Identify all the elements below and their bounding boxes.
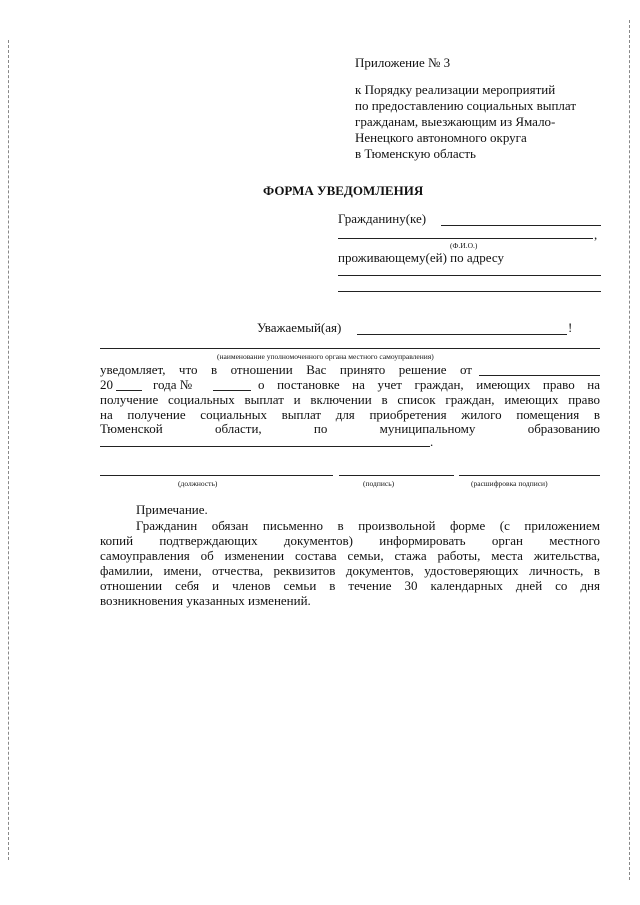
- signature-caption: (подпись): [363, 479, 395, 488]
- position-line: [100, 475, 333, 476]
- scan-edge-left: [8, 40, 9, 860]
- address-label: проживающему(ей) по адресу: [338, 250, 504, 265]
- body-line-3: [100, 392, 600, 407]
- note-line-1: [136, 518, 600, 533]
- body-line-2-number-label: года №: [153, 377, 193, 392]
- year-line: [116, 390, 142, 391]
- addressee-comma: ,: [594, 227, 598, 242]
- municipality-line: [100, 446, 430, 447]
- address-line-2: [338, 291, 601, 292]
- signature-line: [339, 475, 454, 476]
- form-title: ФОРМА УВЕДОМЛЕНИЯ: [263, 183, 424, 198]
- greeting-label: Уважаемый(ая): [257, 320, 342, 335]
- greeting-exclamation: !: [568, 320, 573, 335]
- note-line-2-text: копий подтверждающих документов) информировать орган местного: [100, 533, 600, 548]
- decoding-caption: (расшифровка подписи): [471, 479, 548, 488]
- header-line: гражданам, выезжающим из Ямало-: [355, 114, 556, 129]
- body-line-1-text: уведомляет, что в отношении Вас принято решение от: [100, 362, 472, 377]
- position-caption: (должность): [178, 479, 218, 488]
- authority-name-line: [100, 348, 600, 349]
- note-line-1-text: Гражданин обязан письменно в произвольной форме (с приложением: [136, 518, 600, 533]
- note-last-line: возникновения указанных изменений.: [100, 593, 311, 608]
- header-line: по предоставлению социальных выплат: [355, 98, 577, 113]
- note-title: Примечание.: [136, 502, 208, 517]
- decoding-line: [459, 475, 600, 476]
- body-line-5-text: Тюменской области, по муниципальному образованию: [100, 421, 600, 436]
- address-line: [338, 275, 601, 276]
- body-line-4-text: на получение социальных выплат для приобретения жилого помещения в: [100, 407, 600, 422]
- addressee-name-line: [441, 225, 601, 226]
- header-line: к Порядку реализации мероприятий: [355, 82, 556, 97]
- fio-caption: (Ф.И.О.): [450, 241, 478, 250]
- note-line-4: [100, 563, 600, 578]
- body-line-1: [100, 362, 472, 377]
- decision-date-line: [479, 375, 600, 376]
- note-line-3: [100, 548, 600, 563]
- header-line: в Тюменскую область: [355, 146, 476, 161]
- appendix-title: Приложение № 3: [355, 55, 451, 70]
- body-line-2-year: 20: [100, 377, 113, 392]
- number-line: [213, 390, 251, 391]
- note-line-5: [100, 578, 600, 593]
- body-line-5: [100, 421, 600, 436]
- note-line-2: [100, 533, 600, 548]
- body-line-2-rest: [258, 377, 600, 392]
- body-line-4: [100, 407, 600, 422]
- body-line-6-end: .: [430, 434, 434, 449]
- greeting-name-line: [357, 334, 567, 335]
- header-line: Ненецкого автономного округа: [355, 130, 527, 145]
- scan-edge-right: [629, 20, 630, 880]
- note-line-4-text: фамилии, имени, отчества, реквизитов документов, удостоверяющих личность, в: [100, 563, 600, 578]
- note-line-5-text: отношении себя и членов семьи в течение 30 календарных дней со дня: [100, 578, 600, 593]
- body-line-3-text: получение социальных выплат и включении в список граждан, имеющих право: [100, 392, 600, 407]
- body-line-2-rest-text: о постановке на учет граждан, имеющих право на: [258, 377, 600, 392]
- authority-caption: (наименование уполномоченного органа местного самоуправления): [217, 352, 434, 361]
- addressee-label: Гражданину(ке): [338, 211, 427, 226]
- addressee-name-line-2: [338, 238, 593, 239]
- note-line-3-text: самоуправления об изменении состава семьи, стажа работы, места жительства,: [100, 548, 600, 563]
